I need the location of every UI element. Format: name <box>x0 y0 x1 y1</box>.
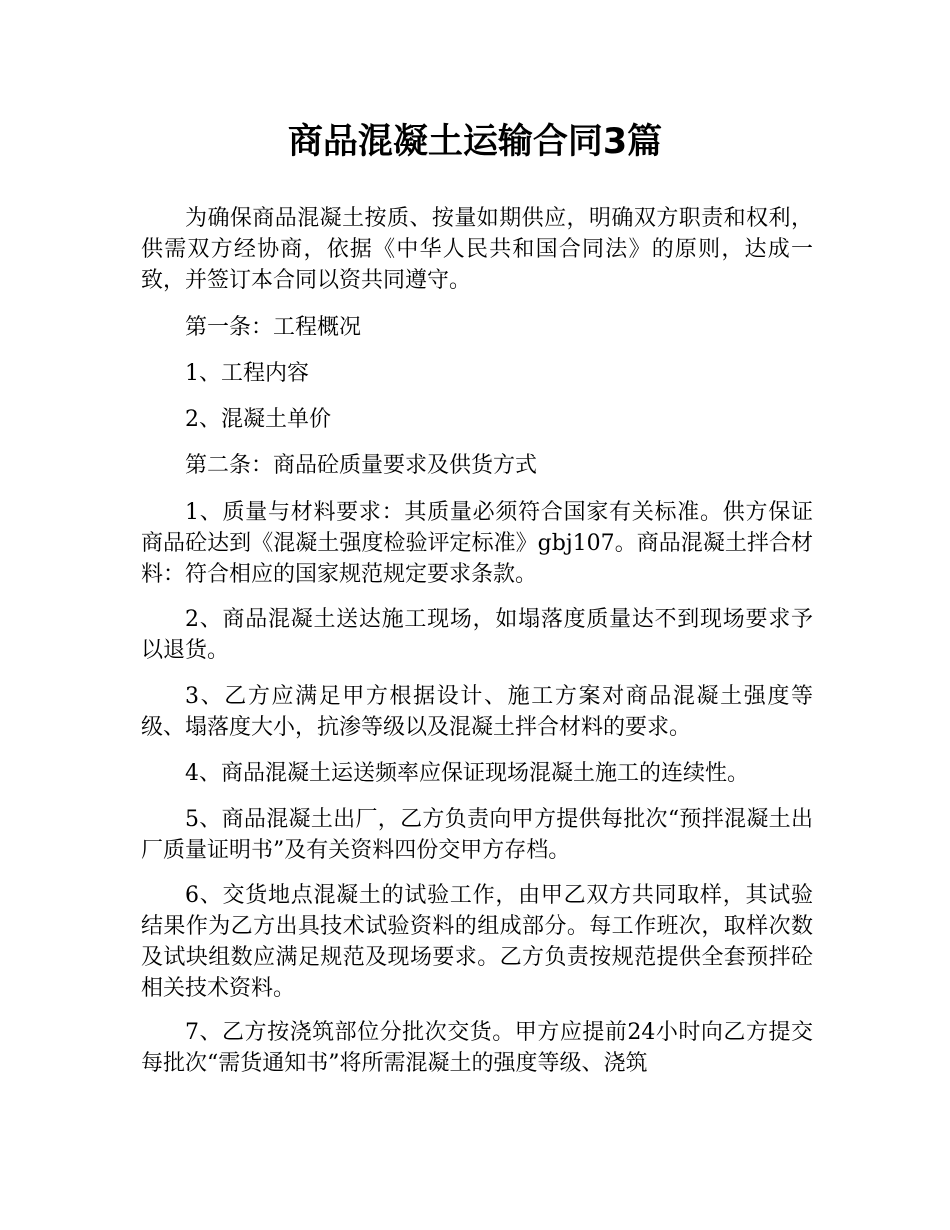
clause-2-7: 7、乙方按浇筑部位分批次交货。甲方应提前24小时向乙方提交每批次“需货通知书”将所需混凝土的强度等级、浇筑 <box>141 1020 813 1076</box>
article-1-heading: 第一条：工程概况 <box>185 315 362 340</box>
clause-1-2: 2、混凝土单价 <box>185 407 331 432</box>
document-title: 商品混凝土运输合同3篇 <box>287 122 663 162</box>
article-2-heading: 第二条：商品砼质量要求及供货方式 <box>185 453 538 478</box>
clause-2-6: 6、交货地点混凝土的试验工作，由甲乙双方共同取样，其试验结果作为乙方出具技术试验资料的组成部分。每工作班次，取样次数及试块组数应满足规范及现场要求。乙方负责按规范提供全套预拌砼相关技术资料。 <box>141 883 813 1001</box>
paragraph-preamble: 为确保商品混凝土按质、按量如期供应，明确双方职责和权利，供需双方经协商，依据《中华人民共和国合同法》的原则，达成一致，并签订本合同以资共同遵守。 <box>141 206 813 293</box>
clause-2-5: 5、商品混凝土出厂，乙方负责向甲方提供每批次“预拌混凝土出厂质量证明书”及有关资料四份交甲方存档。 <box>141 807 813 863</box>
clause-2-4: 4、商品混凝土运送频率应保证现场混凝土施工的连续性。 <box>185 761 749 786</box>
clause-2-1: 1、质量与材料要求：其质量必须符合国家有关标准。供方保证商品砼达到《混凝土强度检验评定标准》gbj107。商品混凝土拌合材料：符合相应的国家规范规定要求条款。 <box>141 500 813 587</box>
clause-2-3: 3、乙方应满足甲方根据设计、施工方案对商品混凝土强度等级、塌落度大小，抗渗等级以及混凝土拌合材料的要求。 <box>141 684 813 740</box>
clause-2-2: 2、商品混凝土送达施工现场，如塌落度质量达不到现场要求予以退货。 <box>141 607 813 663</box>
clause-1-1: 1、工程内容 <box>185 361 309 386</box>
